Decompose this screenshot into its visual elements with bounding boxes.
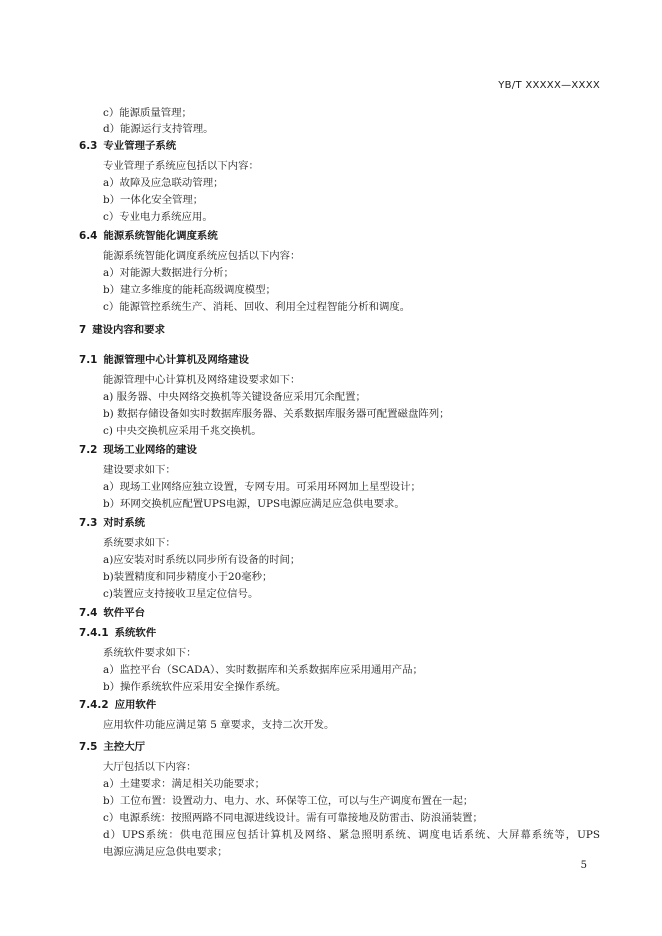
section-number: 7.4.1	[79, 627, 109, 639]
header-doc-code: YB/T XXXXX—XXXX	[498, 80, 600, 91]
section-number: 6.3	[79, 140, 98, 152]
list-item: b) 数据存储设备如实时数据库服务器、关系数据库服务器可配置磁盘阵列；	[103, 408, 450, 420]
list-item: c）能源管控系统生产、消耗、回收、利用全过程智能分析和调度。	[103, 301, 411, 313]
section-heading	[79, 605, 145, 621]
section-heading	[79, 138, 176, 154]
section-title: 软件平台	[103, 607, 145, 619]
section-title: 专业管理子系统	[103, 140, 177, 152]
paragraph: 能源管理中心计算机及网络建设要求如下：	[103, 374, 301, 386]
list-item: b）一体化安全管理；	[103, 194, 204, 206]
section-heading	[79, 515, 145, 531]
section-title: 能源系统智能化调度系统	[103, 230, 218, 242]
list-item: a）现场工业网络应独立设置，专网专用。可采用环网加上星型设计；	[103, 481, 421, 493]
section-heading	[79, 352, 249, 368]
list-item: b)装置精度和同步精度小于20毫秒；	[103, 571, 273, 583]
section-title: 系统软件	[114, 627, 157, 639]
section-heading	[79, 739, 145, 755]
section-number: 7.3	[79, 517, 98, 529]
subsection-heading	[79, 625, 156, 641]
section-number: 7.5	[79, 741, 98, 753]
list-item: a) 服务器、中央网络交换机等关键设备应采用冗余配置；	[103, 391, 366, 403]
section-title: 能源管理中心计算机及网络建设	[103, 354, 249, 366]
list-item: c）专业电力系统应用。	[103, 211, 213, 223]
page-number: 5	[580, 860, 587, 871]
list-item: c)装置应支持接收卫星定位信号。	[103, 588, 259, 600]
list-item: a）土建要求：满足相关功能要求；	[103, 778, 266, 790]
list-item: a）监控平台（SCADA）、实时数据库和关系数据库应采用通用产品；	[103, 664, 423, 676]
section-number: 7.4	[79, 607, 98, 619]
section-title: 现场工业网络的建设	[103, 444, 197, 456]
paragraph: 系统软件要求如下：	[103, 647, 197, 659]
list-item: d）UPS系统：供电范围应包括计算机及网络、紧急照明系统、调度电话系统、大屏幕系统等，UPS	[103, 829, 600, 841]
list-item: c) 中央交换机应采用千兆交换机。	[103, 425, 262, 437]
list-item-continuation: 电源应满足应急供电要求；	[103, 846, 228, 858]
list-item: b）工位布置：设置动力、电力、水、环保等工位，可以与生产调度布置在一起；	[103, 795, 474, 807]
list-item: c）电源系统：按照两路不同电源进线设计。需有可靠接地及防雷击、防浪涌装置；	[103, 812, 483, 824]
paragraph: 能源系统智能化调度系统应包括以下内容：	[103, 250, 301, 262]
section-number: 7.4.2	[79, 699, 109, 711]
paragraph: 应用软件功能应满足第 5 章要求，支持二次开发。	[103, 719, 335, 731]
list-item: b）操作系统软件应采用安全操作系统。	[103, 681, 287, 693]
section-title: 主控大厅	[103, 741, 145, 753]
section-number: 7.2	[79, 444, 98, 456]
list-item: d）能源运行支持管理。	[103, 123, 214, 135]
section-number: 7	[79, 324, 87, 336]
paragraph: 建设要求如下：	[103, 464, 176, 476]
section-title: 建设内容和要求	[92, 324, 165, 336]
chapter-heading	[79, 322, 165, 338]
section-title: 应用软件	[114, 699, 157, 711]
list-item: c）能源质量管理；	[103, 107, 192, 119]
section-number: 7.1	[79, 354, 98, 366]
list-item: b）环网交换机应配置UPS电源，UPS电源应满足应急供电要求。	[103, 498, 405, 510]
section-title: 对时系统	[103, 517, 145, 529]
list-item: a）对能源大数据进行分析；	[103, 267, 234, 279]
section-heading	[79, 442, 197, 458]
section-heading	[79, 228, 218, 244]
list-item: a)应安装对时系统以同步所有设备的时间；	[103, 554, 301, 566]
paragraph: 大厅包括以下内容：	[103, 761, 197, 773]
subsection-heading	[79, 697, 156, 713]
list-item: a）故障及应急联动管理；	[103, 177, 224, 189]
paragraph: 专业管理子系统应包括以下内容：	[103, 160, 259, 172]
list-item: b）建立多维度的能耗高级调度模型；	[103, 284, 276, 296]
section-number: 6.4	[79, 230, 98, 242]
paragraph: 系统要求如下：	[103, 537, 176, 549]
